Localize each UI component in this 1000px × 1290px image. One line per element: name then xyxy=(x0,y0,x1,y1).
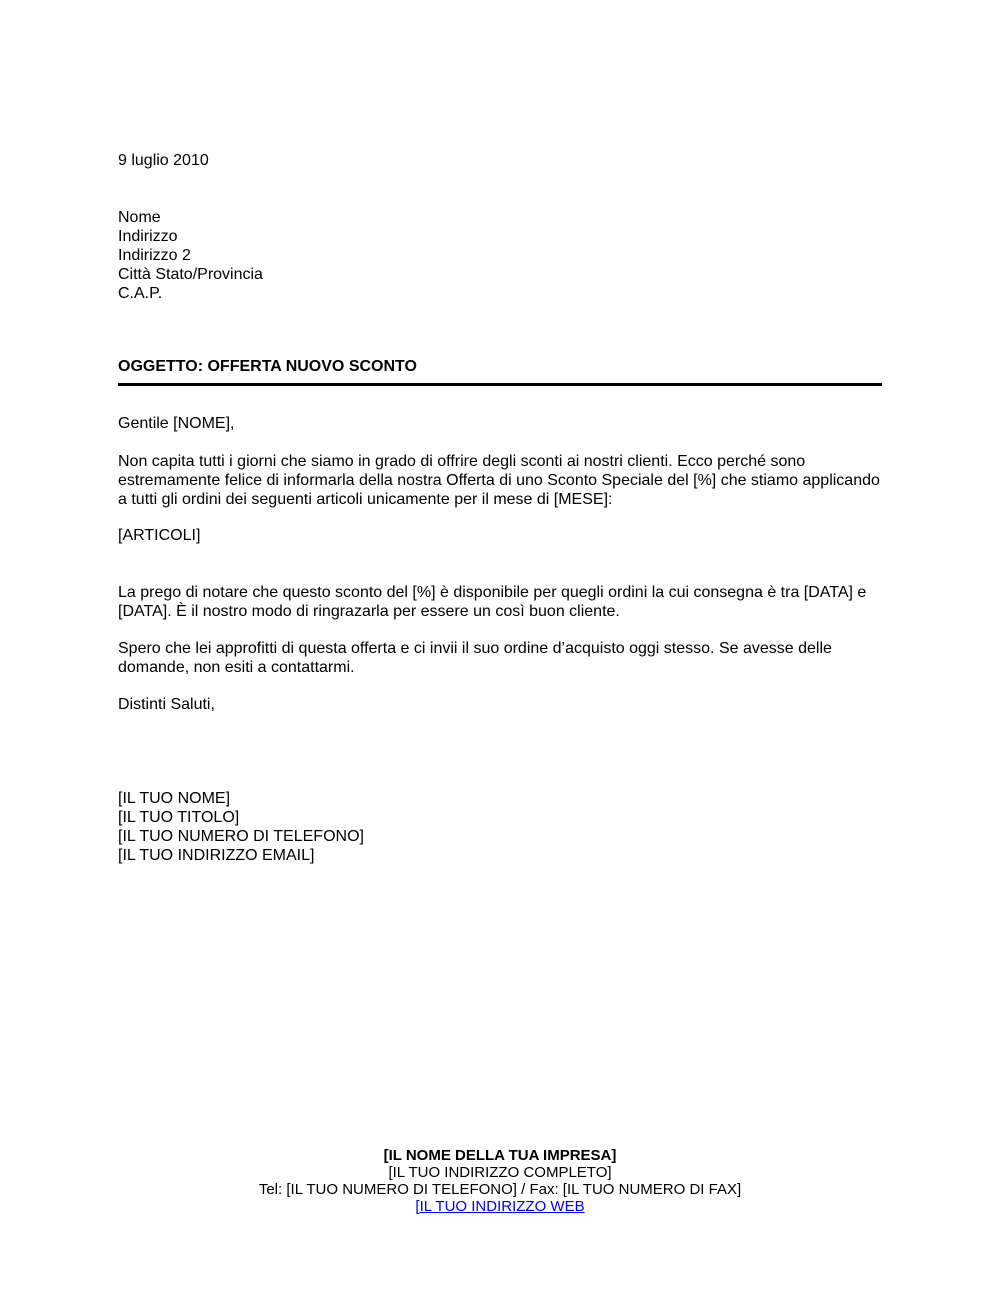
body-paragraph-3: Spero che lei approfitti di questa offerta e ci invii il suo ordine d’acquisto oggi stesso. Se avesse delle domande, non esiti a contattarmi. xyxy=(118,640,832,676)
signature-name: [IL TUO NOME] xyxy=(118,790,231,807)
footer-company-name: [IL NOME DELLA TUA IMPRESA] xyxy=(383,1147,617,1164)
recipient-zip: C.A.P. xyxy=(118,285,163,302)
letter-date: 9 luglio 2010 xyxy=(118,152,209,169)
letter-footer xyxy=(0,1147,1000,1215)
body-paragraph-2: La prego di notare che questo sconto del [%] è disponibile per quegli ordini la cui consegna è tra [DATA] e [DATA]. È il nostro modo di ringrazarla per essere un così buon cliente. xyxy=(118,584,867,620)
recipient-address-line-1: Indirizzo xyxy=(118,228,178,245)
recipient-name: Nome xyxy=(118,209,161,226)
footer-website-link[interactable]: [IL TUO INDIRIZZO WEB xyxy=(415,1198,585,1215)
signature-phone: [IL TUO NUMERO DI TELEFONO] xyxy=(118,828,364,845)
letter-closing: Distinti Saluti, xyxy=(118,696,215,713)
items-placeholder: [ARTICOLI] xyxy=(118,527,201,544)
signature-block xyxy=(118,789,364,865)
recipient-address xyxy=(118,208,263,303)
body-paragraph-1: Non capita tutti i giorni che siamo in grado di offrire degli sconti ai nostri clienti. Ecco perché sono estremamente felice di informarla della nostra Offerta di uno Sconto Speciale del [%] che stiamo applicando a tutti gli ordini dei seguenti articoli unicamente per il mese di [MESE]: xyxy=(118,453,880,508)
signature-title: [IL TUO TITOLO] xyxy=(118,809,240,826)
recipient-city-state: Città Stato/Provincia xyxy=(118,266,263,283)
footer-contacts: Tel: [IL TUO NUMERO DI TELEFONO] / Fax: [IL TUO NUMERO DI FAX] xyxy=(258,1181,742,1198)
footer-address: [IL TUO INDIRIZZO COMPLETO] xyxy=(388,1164,612,1181)
recipient-address-line-2: Indirizzo 2 xyxy=(118,247,191,264)
letter-subject: OGGETTO: OFFERTA NUOVO SCONTO xyxy=(118,358,417,375)
subject-divider xyxy=(118,383,882,386)
signature-email: [IL TUO INDIRIZZO EMAIL] xyxy=(118,847,315,864)
letter-greeting: Gentile [NOME], xyxy=(118,415,235,432)
